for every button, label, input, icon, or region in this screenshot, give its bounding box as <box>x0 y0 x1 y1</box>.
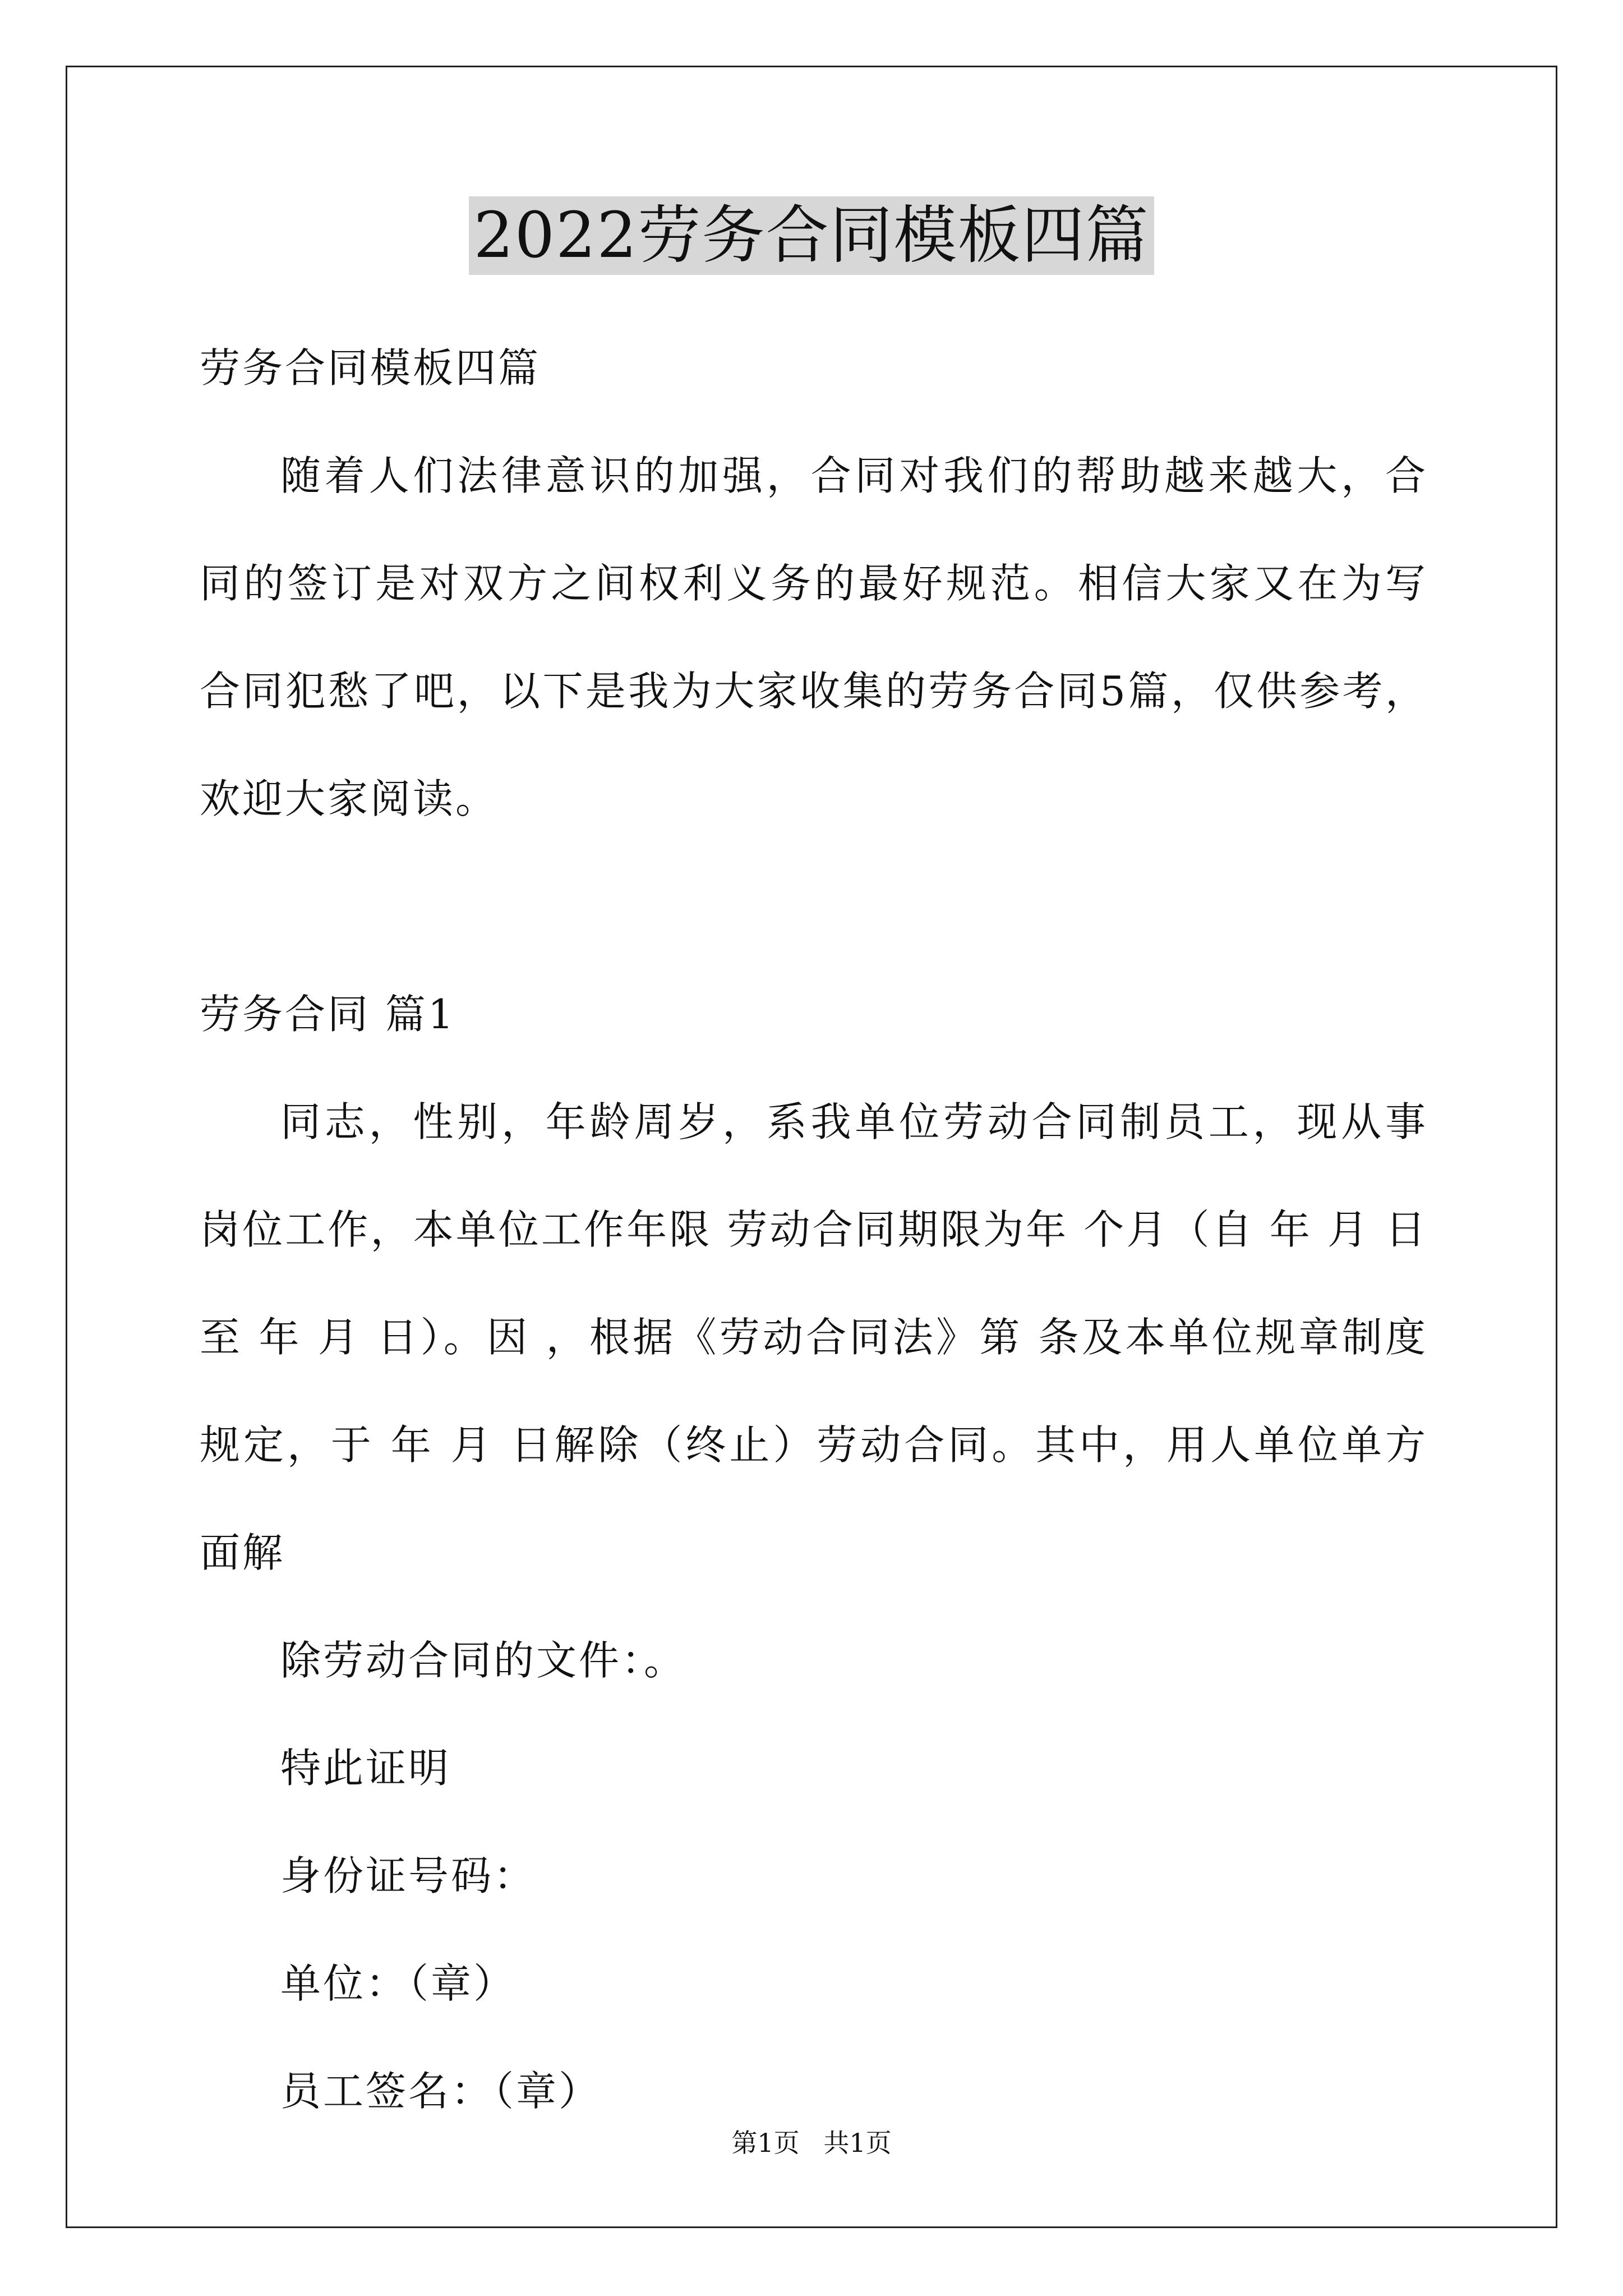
document-line: 身份证号码： <box>280 1852 537 1899</box>
document-subtitle: 劳务合同模板四篇 <box>200 344 541 392</box>
section-spacer <box>200 853 1428 960</box>
page-total: 共1页 <box>823 2128 892 2158</box>
document-line: 除劳动合同的文件：。 <box>280 1637 687 1684</box>
document-line: 员工签名：（章） <box>280 2068 602 2115</box>
page-number: 第1页 <box>731 2128 800 2158</box>
document-line: 单位：（章） <box>280 1960 517 2007</box>
document-title: 2022劳务合同模板四篇 <box>469 196 1154 275</box>
title-container <box>0 196 1623 275</box>
section-heading: 劳务合同 篇1 <box>200 991 456 1038</box>
intro-paragraph: 随着人们法律意识的加强，合同对我们的帮助越来越大，合同的签订是对双方之间权利义务的最好规范。相信大家又在为写合同犯愁了吧，以下是我为大家收集的劳务合同5篇，仅供参考，欢迎大家阅读。 <box>200 452 1428 822</box>
document-line: 特此证明 <box>280 1745 451 1792</box>
section-body-paragraph: 同志，性别，年龄周岁，系我单位劳动合同制员工，现从事岗位工作，本单位工作年限 劳动合同期限为年 个月（自 年 月 日至 年 月 日）。因 ，根据《劳动合同法》第 条及本单位规章制度规定，于 年 月 日解除（终止）劳动合同。其中，用人单位单方面解 <box>200 1098 1428 1576</box>
page-footer <box>0 2126 1623 2160</box>
document-body <box>200 314 1428 2145</box>
